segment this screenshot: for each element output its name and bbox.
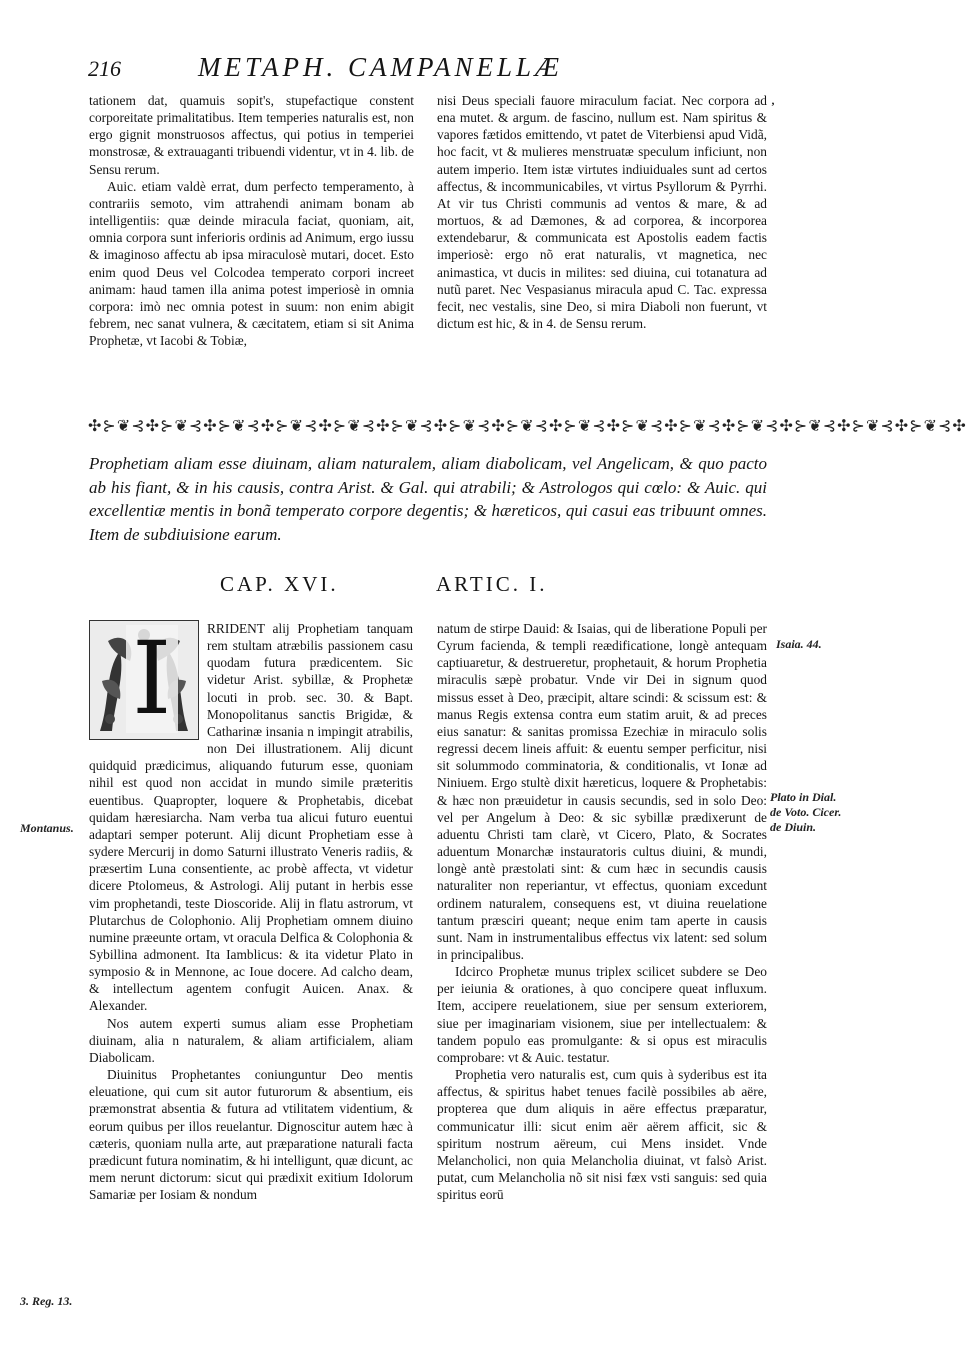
running-head xyxy=(88,52,768,90)
top-right-column xyxy=(437,92,767,332)
paragraph: RRIDENT alij Prophetiam tanquam rem stultam atræbilis passionem casu quodam futura prædicentem. Sic videtur Arist. sybillæ, & Prophetæ locuti in prob. sec. 30. & Bapt. Monopolitanus sanctis Brigidæ, & Catharinæ insania n impingit atrabilis, non Dei illustrationem. Alij dicunt quidquid prædicimus, aliquando futurum esse, quoniam nihil est quod non accidat in mundo simile præteritis euentibus. Quapropter, loquere & Prophetabis, dicebat quidam hæresiarcha. Nam verba tua alicui futuro euentui adaptari semper poterunt. Alij dicunt Prophetiam esse à sydere Mercurij in domo Saturni illustrato Veneris radiis, & præsertim Luna consentiente, ac probè affecta, vt videtur dicere Ptolomeus, & Astrologi. Alij putant in herbis esse vim prophetandi, teste Dioscoride. Alij in flatu astrorum, vt Plutarchus de Colophonio. Alij Prophetiam omnem diuino numine præeunte ortam, vt oracula Delfica & Colophonia & Sybillina admonent. Ita Iamblicus: & ita videtur Plato in symposio & in Mennone, ac Ioue docere. Ad calcho deam, & intellectum agentem confugit Auicen. Anax. & Alexander. xyxy=(89,621,413,1014)
lower-right-column xyxy=(437,620,767,1203)
paragraph: nisi Deus speciali fauore miraculum faciat. Nec corpora ad ena mutet. & argum. de fascino, nullum est. Nam spiritus & vapores fætidos emittendo, vt patet de Viterbiensi apud Vidã, hoc facit, vt & mulieres menstruatæ speculum inficiunt, non autem imperio. Item istæ virtutes indiuiduales sunt ad certos affectus, & incommunicabiles, vt virtus Psyllorum & Pyrrhi. At vir tus Christi communis ad ventos & mare, & ad mortuos, & ad Dæmones, & ad corporea, & incorporea extendebarur, & communicata est Apostolis eadem factis imperiosè: ergo nõ erat naturalis, vt magnetica, nec animastica, vt ducis in milites: sed diuina, cui totanatura ad nutũ paret. Nec Vespasianus miracula apud C. Tac. expressa fecit, nec vestalis, sine Deo, si mira Diaboli non fuerunt, vt dictum est hic, & in 4. de Sensu rerum. xyxy=(437,93,767,332)
margin-mark: , xyxy=(772,93,775,107)
initial-letter: I xyxy=(126,625,178,733)
margin-note-isaia: Isaia. 44. xyxy=(776,637,822,651)
paragraph: Idcirco Prophetæ munus triplex scilicet subdere se Deo per ieiunia & orationes, à quo concipere queat influxum. Item, accipere reuelationem, siue per sensum exteriorem, siue per imaginariam visionem, siue per intellectualem: & tandem populo eas promulgante: & si opus est miraculis comprobare: vt & Auic. testatur. xyxy=(437,964,767,1065)
decorated-initial xyxy=(89,620,199,740)
margin-note-reg: 3. Reg. 13. xyxy=(20,1294,73,1308)
margin-note-plato: Plato in Dial. de Voto. Cicer. de Diuin. xyxy=(770,790,842,834)
paragraph: Diuinitus Prophetantes coniunguntur Deo mentis eleuatione, qui cum sit autor futurorum & absentium, eis præmonstrat absentia & futura ad vtilitatem videntium, & eorum quibus per illos reuelantur. Dignoscitur autem hæc à cæteris, quoniam nulla arte, aut præparatione naturali facta prædicunt futura nominatim, & hi intelligunt, quæ dicunt, ac mem nerunt dictorum: sicut qui prædixit exitium Idolorum Samariæ per Iosiam & nondum xyxy=(89,1067,413,1203)
chapter-number: CAP. XVI. xyxy=(220,572,339,596)
paragraph: Nos autem experti sumus aliam esse Prophetiam diuinam, alia n naturalem, & aliam artificialem, aliam Diabolicam. xyxy=(89,1015,413,1065)
article-number: ARTIC. I. xyxy=(436,572,548,596)
lower-left-column xyxy=(89,620,413,1203)
paragraph: Prophetia vero naturalis est, cum quis à syderibus est ita affectus, & spiritus habet tenues facilè possibiles ab aëre, propterea que dum aliquis in aëre effectus præparatur, communicatur illi: sicut enim aër aërem afficit, sic & spiritum nostrum aëreum, cui Mens insidet. Vnde Melancholici, non quia Melancholia diuinat, vt falsò Arist. putat, cum Melancholia nõ sit nisi fæx vsti sanguis: sed quia spiritus eorū xyxy=(437,1067,767,1203)
chapter-summary: Prophetiam aliam esse diuinam, aliam naturalem, aliam diabolicam, vel Angelicam, & quo pacto ab his fiant, & in his causis, contra Arist. & Gal. qui atrabili; & Astrologos qui cœlo: & Auic. qui excellentiæ mentis in bonã temperato corpore degentis; & hæreticos, qui casui eas tribuunt omnes. Item de subdiuisione earum. xyxy=(89,454,767,544)
paragraph: tationem dat, quamuis sopit's, stupefactique constent corporeitate primalitatibus. Item temperies naturalis est, non ergo gignit monstruosos affectus, qui potius in temperiei monstrosæ, & extrauaganti tribuendi videntur, vt in 4. lib. de Sensu rerum. xyxy=(89,93,414,177)
page-number: 216 xyxy=(88,56,121,81)
running-title: METAPH. CAMPANELLÆ xyxy=(198,52,564,82)
paragraph: Auic. etiam valdè errat, dum perfecto temperamento, à contrariis semoto, vim attrahendi animam bonam ab intelligentiis: quæ deinde miracula faciat, quoniam, ait, omnia corpora sunt inferioris ordinis ad Animum, ergo iussu & imaginoso affectu ab ipsa miraculosè mutari, docet. Esto enim quod Deus vel Colcodea temperato corpori increet animam: haud tamen illa anima potest imperiosè in omnia corpora: imò nec omnia potest in suum: non enim abigit febrem, nec sanat vulnera, & cæcitatem, etiam si sit Anima Prophetæ, vt Iacobi & Tobiæ, xyxy=(89,178,414,349)
ornamental-divider: ✣⊱❦⊰✣⊱❦⊰✣⊱❦⊰✣⊱❦⊰✣⊱❦⊰✣⊱❦⊰✣⊱❦⊰✣⊱❦⊰✣⊱❦⊰✣⊱❦⊰✣⊱❦⊰✣⊱❦⊰✣⊱❦⊰✣⊱❦⊰✣⊱❦⊰✣ xyxy=(88,416,967,435)
margin-note-montanus: Montanus. xyxy=(20,821,74,835)
paragraph: natum de stirpe Dauid: & Isaias, qui de liberatione Populi per Cyrum facienda, & templi reædificatione, longè antequam captiuaretur, & destrueretur, prophetauit, & horum Prophetia miraculis sæpè probatur. Vnde vir Dei in signum quod missus esset à Deo, præcipit, altare scindi: & scissum est: & manus Regis extensa contra eum statim aruit, & ad preces eius sanatur: & sanitas promissa Ezechiæ in miraculo solis regressi decem lineis affuit: & euentu semper perficitur, nisi sit solummodo comminatoria, & conditionalis, vt Ionæ ad Niniuem. Ergo stultè dixit hæreticus, loquere & Prophetabis: & hæc non præuidetur in causis secundis, sed in solo Deo: vel per Angelum à Deo: & sic sybillæ prædixerunt de aduentu Christi tam clarè, vt Cicero, Plato, & Socrates aduentum Monarchæ instauratoris cultus diuini, & mundi, longè antè præstolati sint: & cum hæc in secundis causis naturaliter non reperiantur, vt effectus, quoniam excedunt ordinem naturalem, consequens est, vt diuina reuelatione tantum præsciri queant; neque enim tam aperte in causis sunt. Nam in instrumentalibus effectus vix latent: sed solum in principalibus. xyxy=(437,621,767,962)
top-left-column xyxy=(89,92,414,349)
